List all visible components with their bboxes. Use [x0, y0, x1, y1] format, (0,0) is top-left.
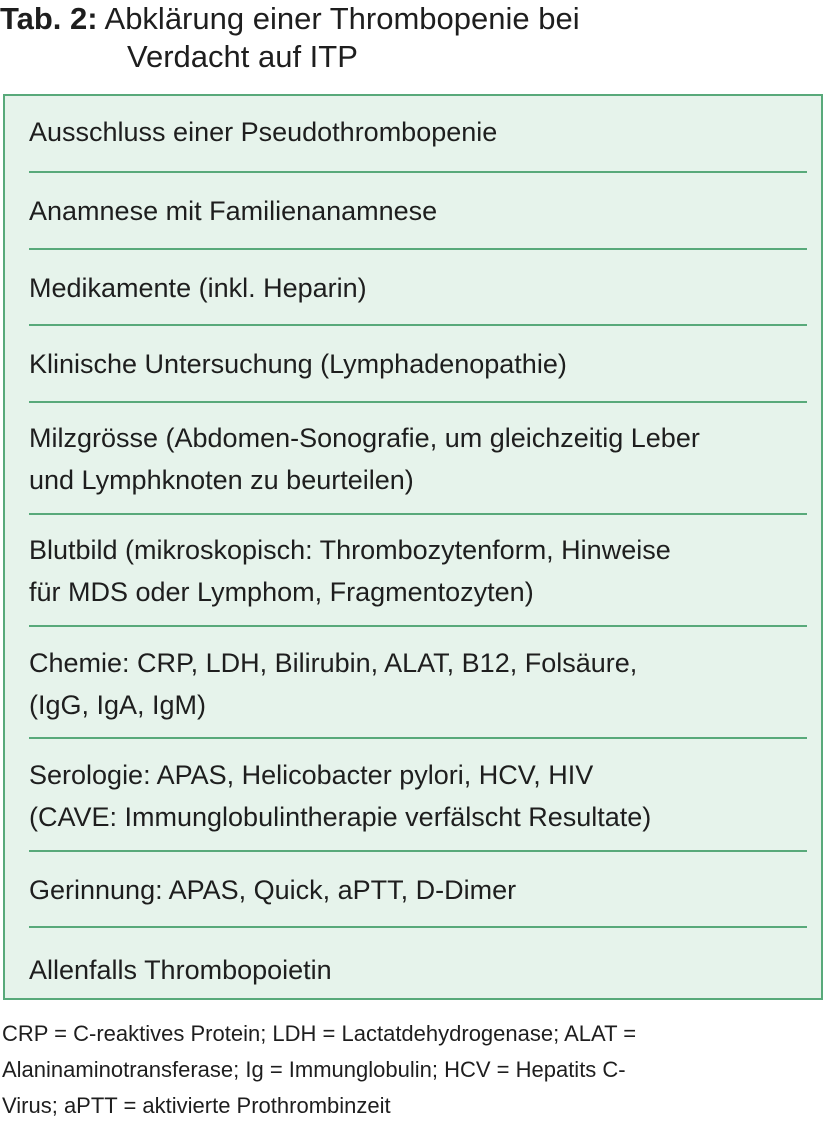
row-divider	[29, 625, 807, 627]
table-title-line-1: Abklärung einer Thrombopenie bei	[104, 1, 580, 36]
footnote	[2, 1016, 827, 1124]
table-label: Tab. 2:	[0, 1, 98, 36]
table-row-8	[29, 754, 809, 838]
row-3-text: Medikamente (inkl. Heparin)	[29, 273, 367, 303]
table-row-3	[29, 267, 809, 309]
table-row-1	[29, 111, 809, 153]
row-2-text: Anamnese mit Familienanamnese	[29, 196, 438, 226]
row-divider	[29, 850, 807, 852]
table-row-6	[29, 529, 809, 613]
row-divider	[29, 171, 807, 173]
row-4-text: Klinische Untersuchung (Lymphadenopathie)	[29, 349, 567, 379]
row-8-line-1: Serologie: APAS, Helicobacter pylori, HCV, HIV	[29, 760, 594, 790]
row-6-line-2: für MDS oder Lymphom, Fragmentozyten)	[29, 577, 534, 607]
table-row-10	[29, 949, 809, 991]
row-5-line-1: Milzgrösse (Abdomen-Sonografie, um gleichzeitig Leber	[29, 423, 700, 453]
footnote-line-2: Alaninaminotransferase; Ig = Immunglobulin; HCV = Hepatits C-	[2, 1057, 626, 1082]
table-row-4	[29, 343, 809, 385]
row-divider	[29, 926, 807, 928]
table-row-2	[29, 190, 809, 232]
row-7-line-2: (IgG, IgA, IgM)	[29, 690, 207, 720]
row-divider	[29, 248, 807, 250]
footnote-line-3: Virus; aPTT = aktivierte Prothrombinzeit	[2, 1093, 391, 1118]
table-box	[3, 94, 823, 1000]
table-row-9	[29, 869, 809, 911]
row-6-line-1: Blutbild (mikroskopisch: Thrombozytenform, Hinweise	[29, 535, 671, 565]
row-9-text: Gerinnung: APAS, Quick, aPTT, D-Dimer	[29, 875, 517, 905]
row-divider	[29, 401, 807, 403]
row-10-text: Allenfalls Thrombopoietin	[29, 955, 332, 985]
row-divider	[29, 324, 807, 326]
table-row-5	[29, 417, 809, 501]
table-title	[0, 0, 829, 76]
row-divider	[29, 737, 807, 739]
row-7-line-1: Chemie: CRP, LDH, Bilirubin, ALAT, B12, Folsäure,	[29, 648, 638, 678]
table-row-7	[29, 642, 809, 726]
table-title-line-2: Verdacht auf ITP	[127, 39, 358, 74]
row-divider	[29, 513, 807, 515]
row-1-text: Ausschluss einer Pseudothrombopenie	[29, 117, 498, 147]
row-8-line-2: (CAVE: Immunglobulintherapie verfälscht Resultate)	[29, 802, 652, 832]
row-5-line-2: und Lymphknoten zu beurteilen)	[29, 465, 414, 495]
footnote-line-1: CRP = C-reaktives Protein; LDH = Lactatdehydrogenase; ALAT =	[2, 1021, 637, 1046]
